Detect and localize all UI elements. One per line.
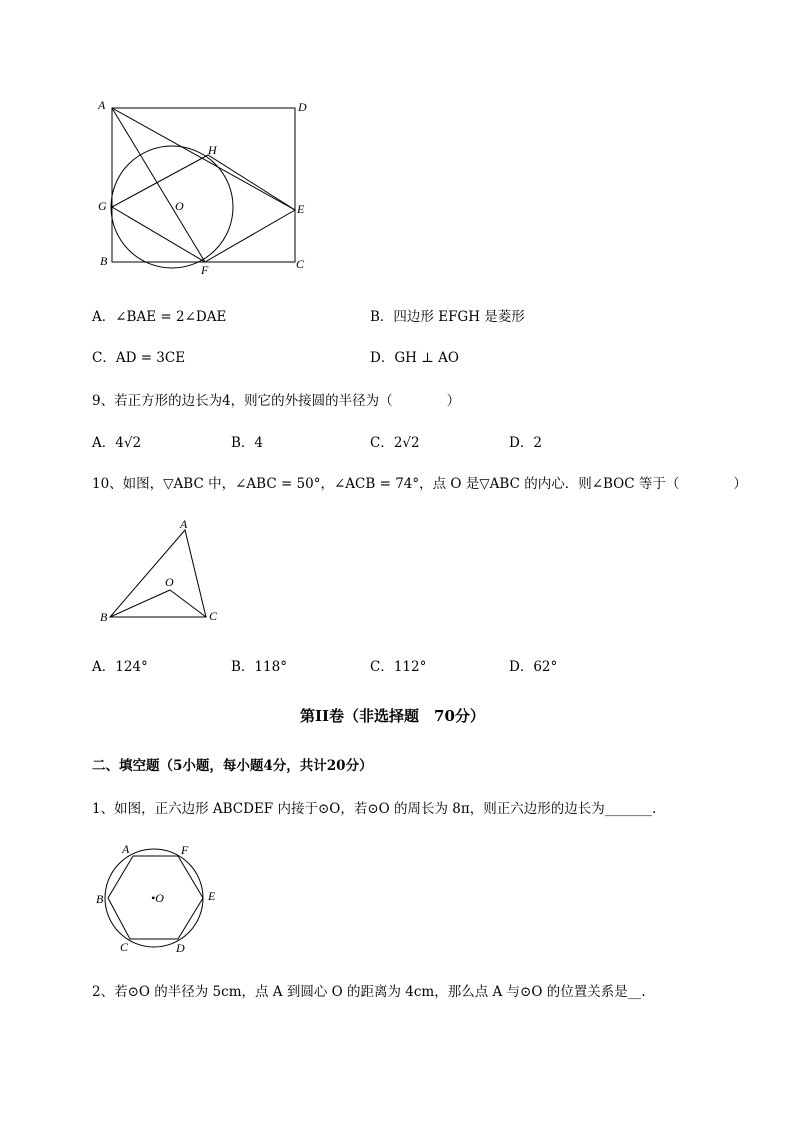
hex-label-d: D xyxy=(176,941,185,955)
label-g: G xyxy=(98,199,107,213)
label-f: F xyxy=(201,263,209,277)
q10-label-c: C xyxy=(209,609,218,623)
q10-label-b: B xyxy=(100,610,108,624)
fill1-stem: 1、如图，正六边形 ABCDEF 内接于⊙O，若⊙O 的周长为 8π，则正六边形的边长为_______. xyxy=(92,801,657,817)
label-o: O xyxy=(175,199,184,213)
q10-label-a: A xyxy=(180,517,188,531)
q10-option-d[interactable]: D．62° xyxy=(509,659,558,675)
hex-label-e: E xyxy=(208,889,216,903)
hex-label-b: B xyxy=(96,892,104,906)
q9-stem: 9、若正方形的边长为4，则它的外接圆的半径为（ ） xyxy=(92,393,461,409)
q9-option-d[interactable]: D．2 xyxy=(509,435,542,451)
q9-option-a[interactable]: A．4√2 xyxy=(92,435,142,451)
label-h: H xyxy=(208,143,217,157)
label-a: A xyxy=(98,98,106,112)
q10-label-o: O xyxy=(165,575,174,589)
label-c: C xyxy=(296,257,305,271)
label-b: B xyxy=(100,254,108,268)
hex-label-a: A xyxy=(122,842,130,856)
part-heading: 二、填空题（5小题，每小题4分，共计20分） xyxy=(92,758,373,774)
q9-option-c[interactable]: C．2√2 xyxy=(370,435,420,451)
q10-stem: 10、如图，▽ABC 中，∠ABC = 50°，∠ACB = 74°，点 O 是▽ABC 的内心．则∠BOC 等于（ ） xyxy=(92,476,747,492)
hex-label-o: •O xyxy=(151,891,164,905)
q8-option-c[interactable]: C．AD = 3CE xyxy=(92,350,186,366)
q8-option-d[interactable]: D．GH ⊥ AO xyxy=(370,350,459,366)
q10-option-b[interactable]: B．118° xyxy=(231,659,287,675)
hex-label-f: F xyxy=(181,843,189,857)
q9-option-b[interactable]: B．4 xyxy=(231,435,264,451)
q10-option-a[interactable]: A．124° xyxy=(92,659,148,675)
q8-option-a[interactable]: A．∠BAE = 2∠DAE xyxy=(92,309,227,325)
label-e: E xyxy=(297,202,305,216)
q8-option-b[interactable]: B．四边形 EFGH 是菱形 xyxy=(370,309,525,325)
hex-label-c: C xyxy=(120,940,129,954)
label-d: D xyxy=(298,100,307,114)
fill2-stem: 2、若⊙O 的半径为 5cm，点 A 到圆心 O 的距离为 4cm，那么点 A 与⊙O 的位置关系是__. xyxy=(92,984,646,1000)
q10-option-c[interactable]: C．112° xyxy=(370,659,427,675)
section-title: 第II卷（非选择题 70分） xyxy=(300,707,485,725)
